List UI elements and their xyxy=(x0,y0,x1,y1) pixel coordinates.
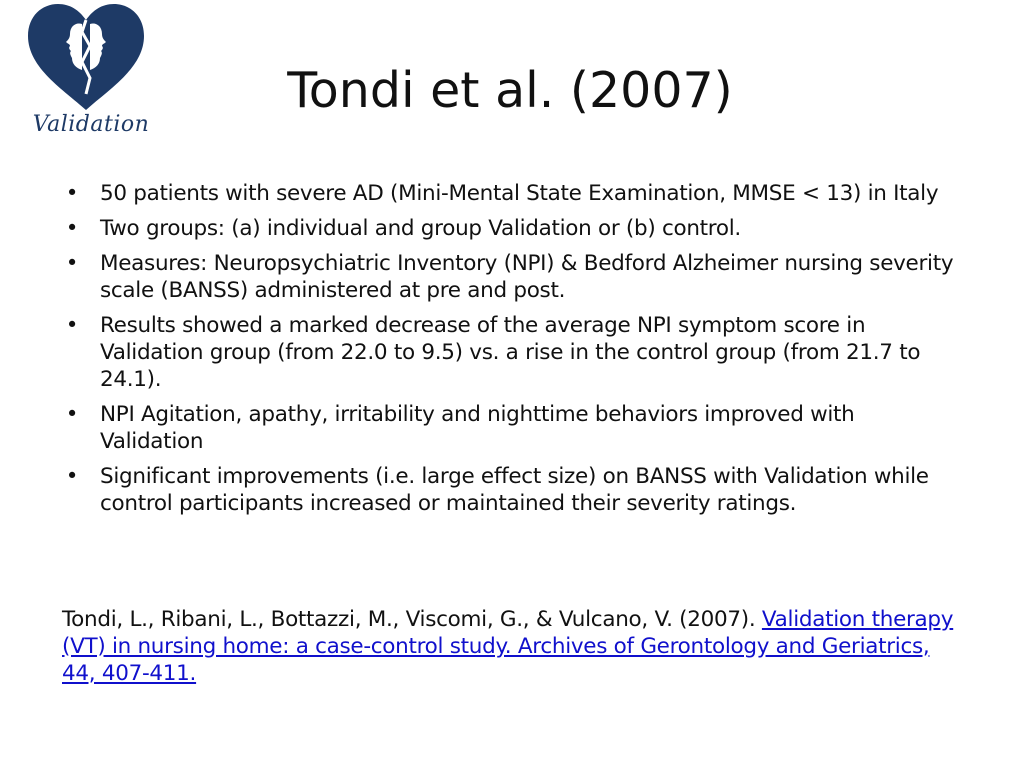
list-item xyxy=(62,180,962,207)
list-item xyxy=(62,312,962,393)
list-item xyxy=(62,250,962,304)
bullet-icon: • xyxy=(65,464,79,489)
bullet-icon: • xyxy=(65,251,79,276)
bullet-text: Results showed a marked decrease of the average NPI symptom score in Validation group (from 22.0 to 9.5) vs. a rise in the control group (from 21.7 to 24.1). xyxy=(100,313,921,392)
slide-title: Tondi et al. (2007) xyxy=(287,62,733,119)
bullet-text: NPI Agitation, apathy, irritability and nighttime behaviors improved with Validation xyxy=(100,402,855,454)
citation-link[interactable]: Validation therapy (VT) in nursing home: a case-control study. Archives of Gerontology and Geriatrics, 44, 407-411. xyxy=(62,606,954,686)
list-item xyxy=(62,401,962,455)
citation xyxy=(62,606,962,687)
bullet-icon: • xyxy=(65,216,79,241)
bullet-text: Two groups: (a) individual and group Validation or (b) control. xyxy=(100,216,741,241)
list-item xyxy=(62,215,962,242)
bullet-text: Measures: Neuropsychiatric Inventory (NPI) & Bedford Alzheimer nursing severity scale (BANSS) administered at pre and post. xyxy=(100,251,954,303)
heart-faces-icon xyxy=(24,2,148,114)
logo-wordmark: Validation xyxy=(32,112,150,137)
bullet-text: Significant improvements (i.e. large effect size) on BANSS with Validation while control participants increased or maintained their severity ratings. xyxy=(100,464,929,516)
validation-logo xyxy=(18,2,154,142)
list-item xyxy=(62,463,962,517)
bullet-list xyxy=(62,180,962,525)
bullet-icon: • xyxy=(65,181,79,206)
bullet-text: 50 patients with severe AD (Mini-Mental State Examination, MMSE < 13) in Italy xyxy=(100,181,939,206)
citation-authors: Tondi, L., Ribani, L., Bottazzi, M., Viscomi, G., & Vulcano, V. (2007). xyxy=(62,606,762,632)
bullet-icon: • xyxy=(65,402,79,427)
bullet-icon: • xyxy=(65,313,79,338)
